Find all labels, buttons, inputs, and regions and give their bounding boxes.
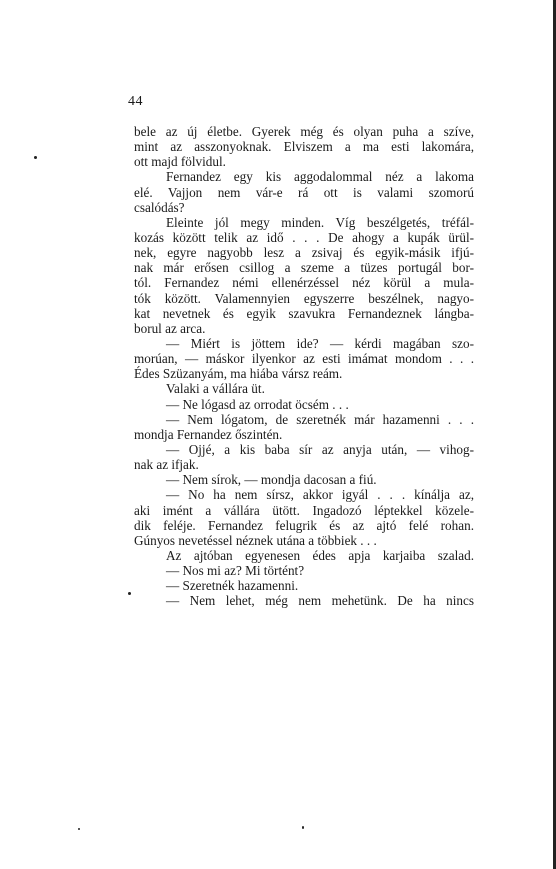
text-line: — Nem lehet, még nem mehetünk. De ha nincs (166, 593, 474, 609)
page-number: 44 (128, 94, 143, 109)
text-line: — Ne lógasd az orrodat öcsém . . . (166, 396, 349, 412)
body-text (134, 124, 474, 609)
text-line: borul az arca. (134, 320, 206, 336)
text-line: dik feléje. Fernandez felugrik és az ajtó felé rohan. (134, 517, 474, 533)
text-line: ott majd fölvidul. (134, 154, 226, 170)
text-line: Édes Szüzanyám, ma hiába vársz reám. (134, 366, 343, 382)
text-line: csalódás? (134, 199, 185, 215)
text-line: nak már erősen csillog a szeme a tüzes portugál bor- (134, 260, 474, 276)
text-line: mondja Fernandez őszintén. (134, 426, 283, 442)
text-line: aki imént a vállára ütött. Ingadozó léptekkel közele- (134, 502, 474, 518)
text-line: bele az új életbe. Gyerek még és olyan puha a szíve, (134, 124, 474, 139)
stray-mark (302, 826, 304, 829)
text-line: mint az asszonyoknak. Elviszem a ma esti lakomára, (134, 139, 474, 155)
text-line: Valaki a vállára üt. (166, 381, 265, 397)
text-line: — Ojjé, a kis baba sír az anyja után, — vihog- (166, 441, 474, 457)
text-line: nak az ifjak. (134, 457, 199, 473)
text-line: — Szeretnék hazamenni. (166, 578, 299, 594)
text-line: nek, egyre nagyobb lesz a zsivaj és egyik-másik ifjú- (134, 245, 474, 261)
stray-mark (78, 828, 80, 830)
text-line: — Nos mi az? Mi történt? (166, 563, 305, 579)
text-line: — No ha nem sírsz, akkor igyál . . . kínálja az, (166, 487, 474, 503)
text-line: Fernandez egy kis aggodalommal néz a lakoma (166, 169, 474, 185)
text-line: tól. Fernandez némi ellenérzéssel néz körül a mula- (134, 275, 474, 291)
text-line: Az ajtóban egyenesen édes apja karjaiba szalad. (166, 547, 474, 563)
text-line: Eleinte jól megy minden. Víg beszélgetés, tréfál- (166, 214, 474, 230)
stray-mark (128, 592, 131, 595)
text-line: Gúnyos nevetéssel néznek utána a többiek . . . (134, 532, 377, 548)
text-line: elé. Vajjon nem vár-e rá ott is valami szomorú (134, 184, 474, 200)
text-line: tók között. Valamennyien egyszerre beszélnek, nagyo- (134, 290, 474, 306)
text-line: — Nem sírok, — mondja dacosan a fiú. (166, 472, 377, 488)
text-line: — Nem lógatom, de szeretnék már hazamenni . . . (166, 411, 474, 427)
text-line: kat nevetnek és egyik szavukra Fernandeznek lángba- (134, 305, 474, 321)
text-line: — Miért is jöttem ide? — kérdi magában szo- (166, 335, 474, 351)
text-line: morúan, — máskor ilyenkor az esti imámat mondom . . . (134, 351, 474, 367)
text-line: kozás között telik az idő . . . De ahogy a kupák ürül- (134, 229, 474, 245)
stray-mark (34, 156, 37, 159)
